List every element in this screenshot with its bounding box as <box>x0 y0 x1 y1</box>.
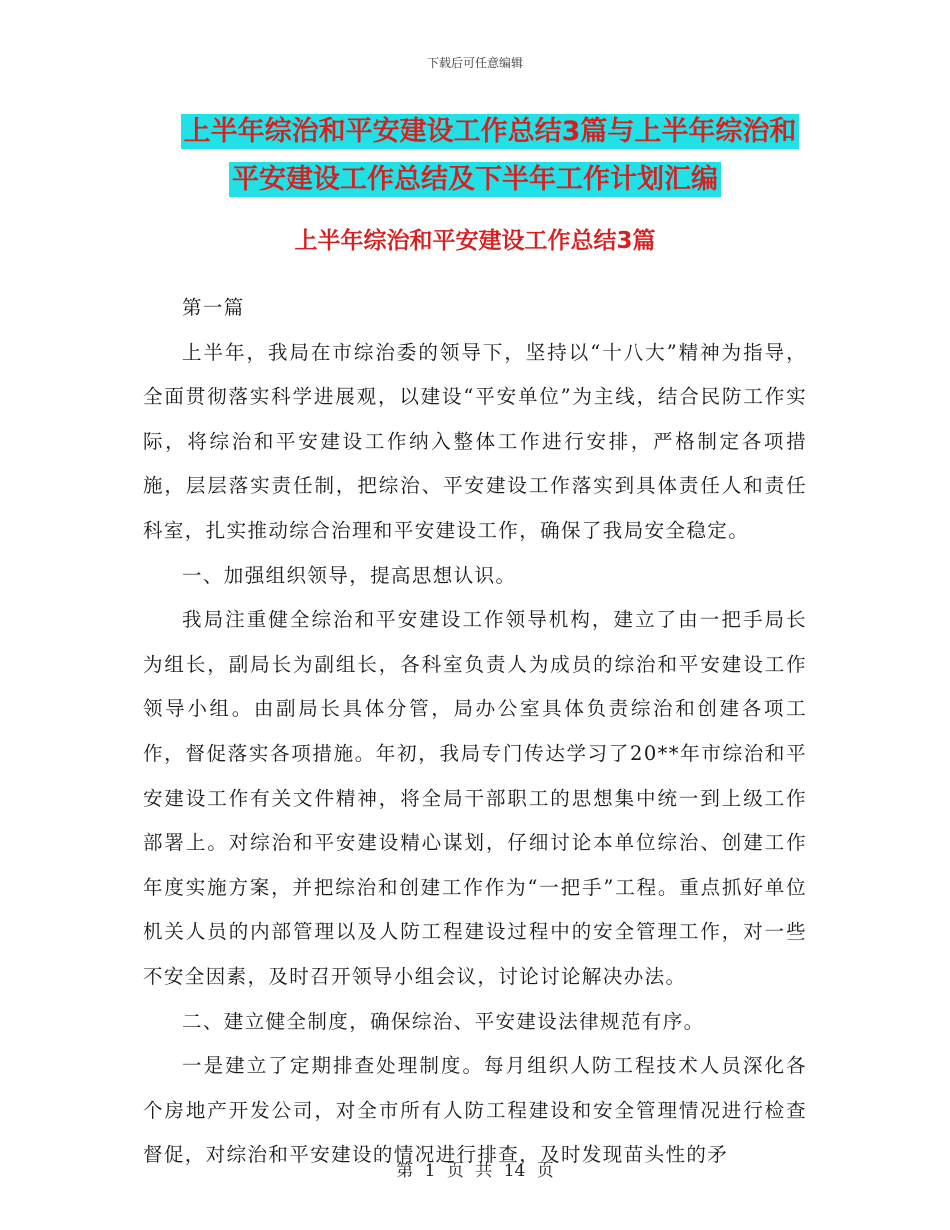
body-text <box>143 286 807 1178</box>
paragraph-heading-1: 一、加强组织领导，提高思想认识。 <box>182 563 517 587</box>
document-title <box>0 108 950 204</box>
paragraph-heading-2: 二、建立健全制度，确保综治、平安建设法律规范有序。 <box>182 1009 705 1033</box>
paragraph-intro: 上半年，我局在市综治委的领导下，坚持以“十八大”精神为指导，全面贯彻落实科学进展观，以建设“平安单位”为主线，结合民防工作实际，将综治和平安建设工作纳入整体工作进行安排，严格制定各项措施，层层落实责任制，把综治、平安建设工作落实到具体责任人和责任科室，扎实推动综合治理和平安建设工作，确保了我局安全稳定。 <box>143 340 807 542</box>
page-number: 第 1 页 共 14 页 <box>396 1161 554 1181</box>
document-title-line-1: 上半年综治和平安建设工作总结3篇与上半年综治和 <box>181 114 800 149</box>
paragraph-inspection: 一是建立了定期排查处理制度。每月组织人防工程技术人员深化各个房地产开发公司，对全市所有人防工程建设和安全管理情况进行检查督促，对综治和平安建设的情况进行排查，及时发现苗头性的矛 <box>143 1054 807 1167</box>
document-title-line-2: 平安建设工作总结及下半年工作计划汇编 <box>229 162 721 197</box>
header-note: 下载后可任意编辑 <box>426 56 523 70</box>
paragraph-part-heading: 第一篇 <box>182 296 245 319</box>
section-title: 上半年综治和平安建设工作总结3篇 <box>294 228 656 254</box>
paragraph-organization: 我局注重健全综治和平安建设工作领导机构，建立了由一把手局长为组长，副局长为副组长，各科室负责人为成员的综治和平安建设工作领导小组。由副局长具体分管，局办公室具体负责综治和创建各项工作，督促落实各项措施。年初，我局专门传达学习了20**年市综治和平安建设工作有关文件精神，将全局干部职工的思想集中统一到上级工作部署上。对综治和平安建设精心谋划，仔细讨论本单位综治、创建工作年度实施方案，并把综治和创建工作作为“一把手”工程。重点抓好单位机关人员的内部管理以及人防工程建设过程中的安全管理工作，对一些不安全因素，及时召开领导小组会议，讨论讨论解决办法。 <box>143 608 807 988</box>
